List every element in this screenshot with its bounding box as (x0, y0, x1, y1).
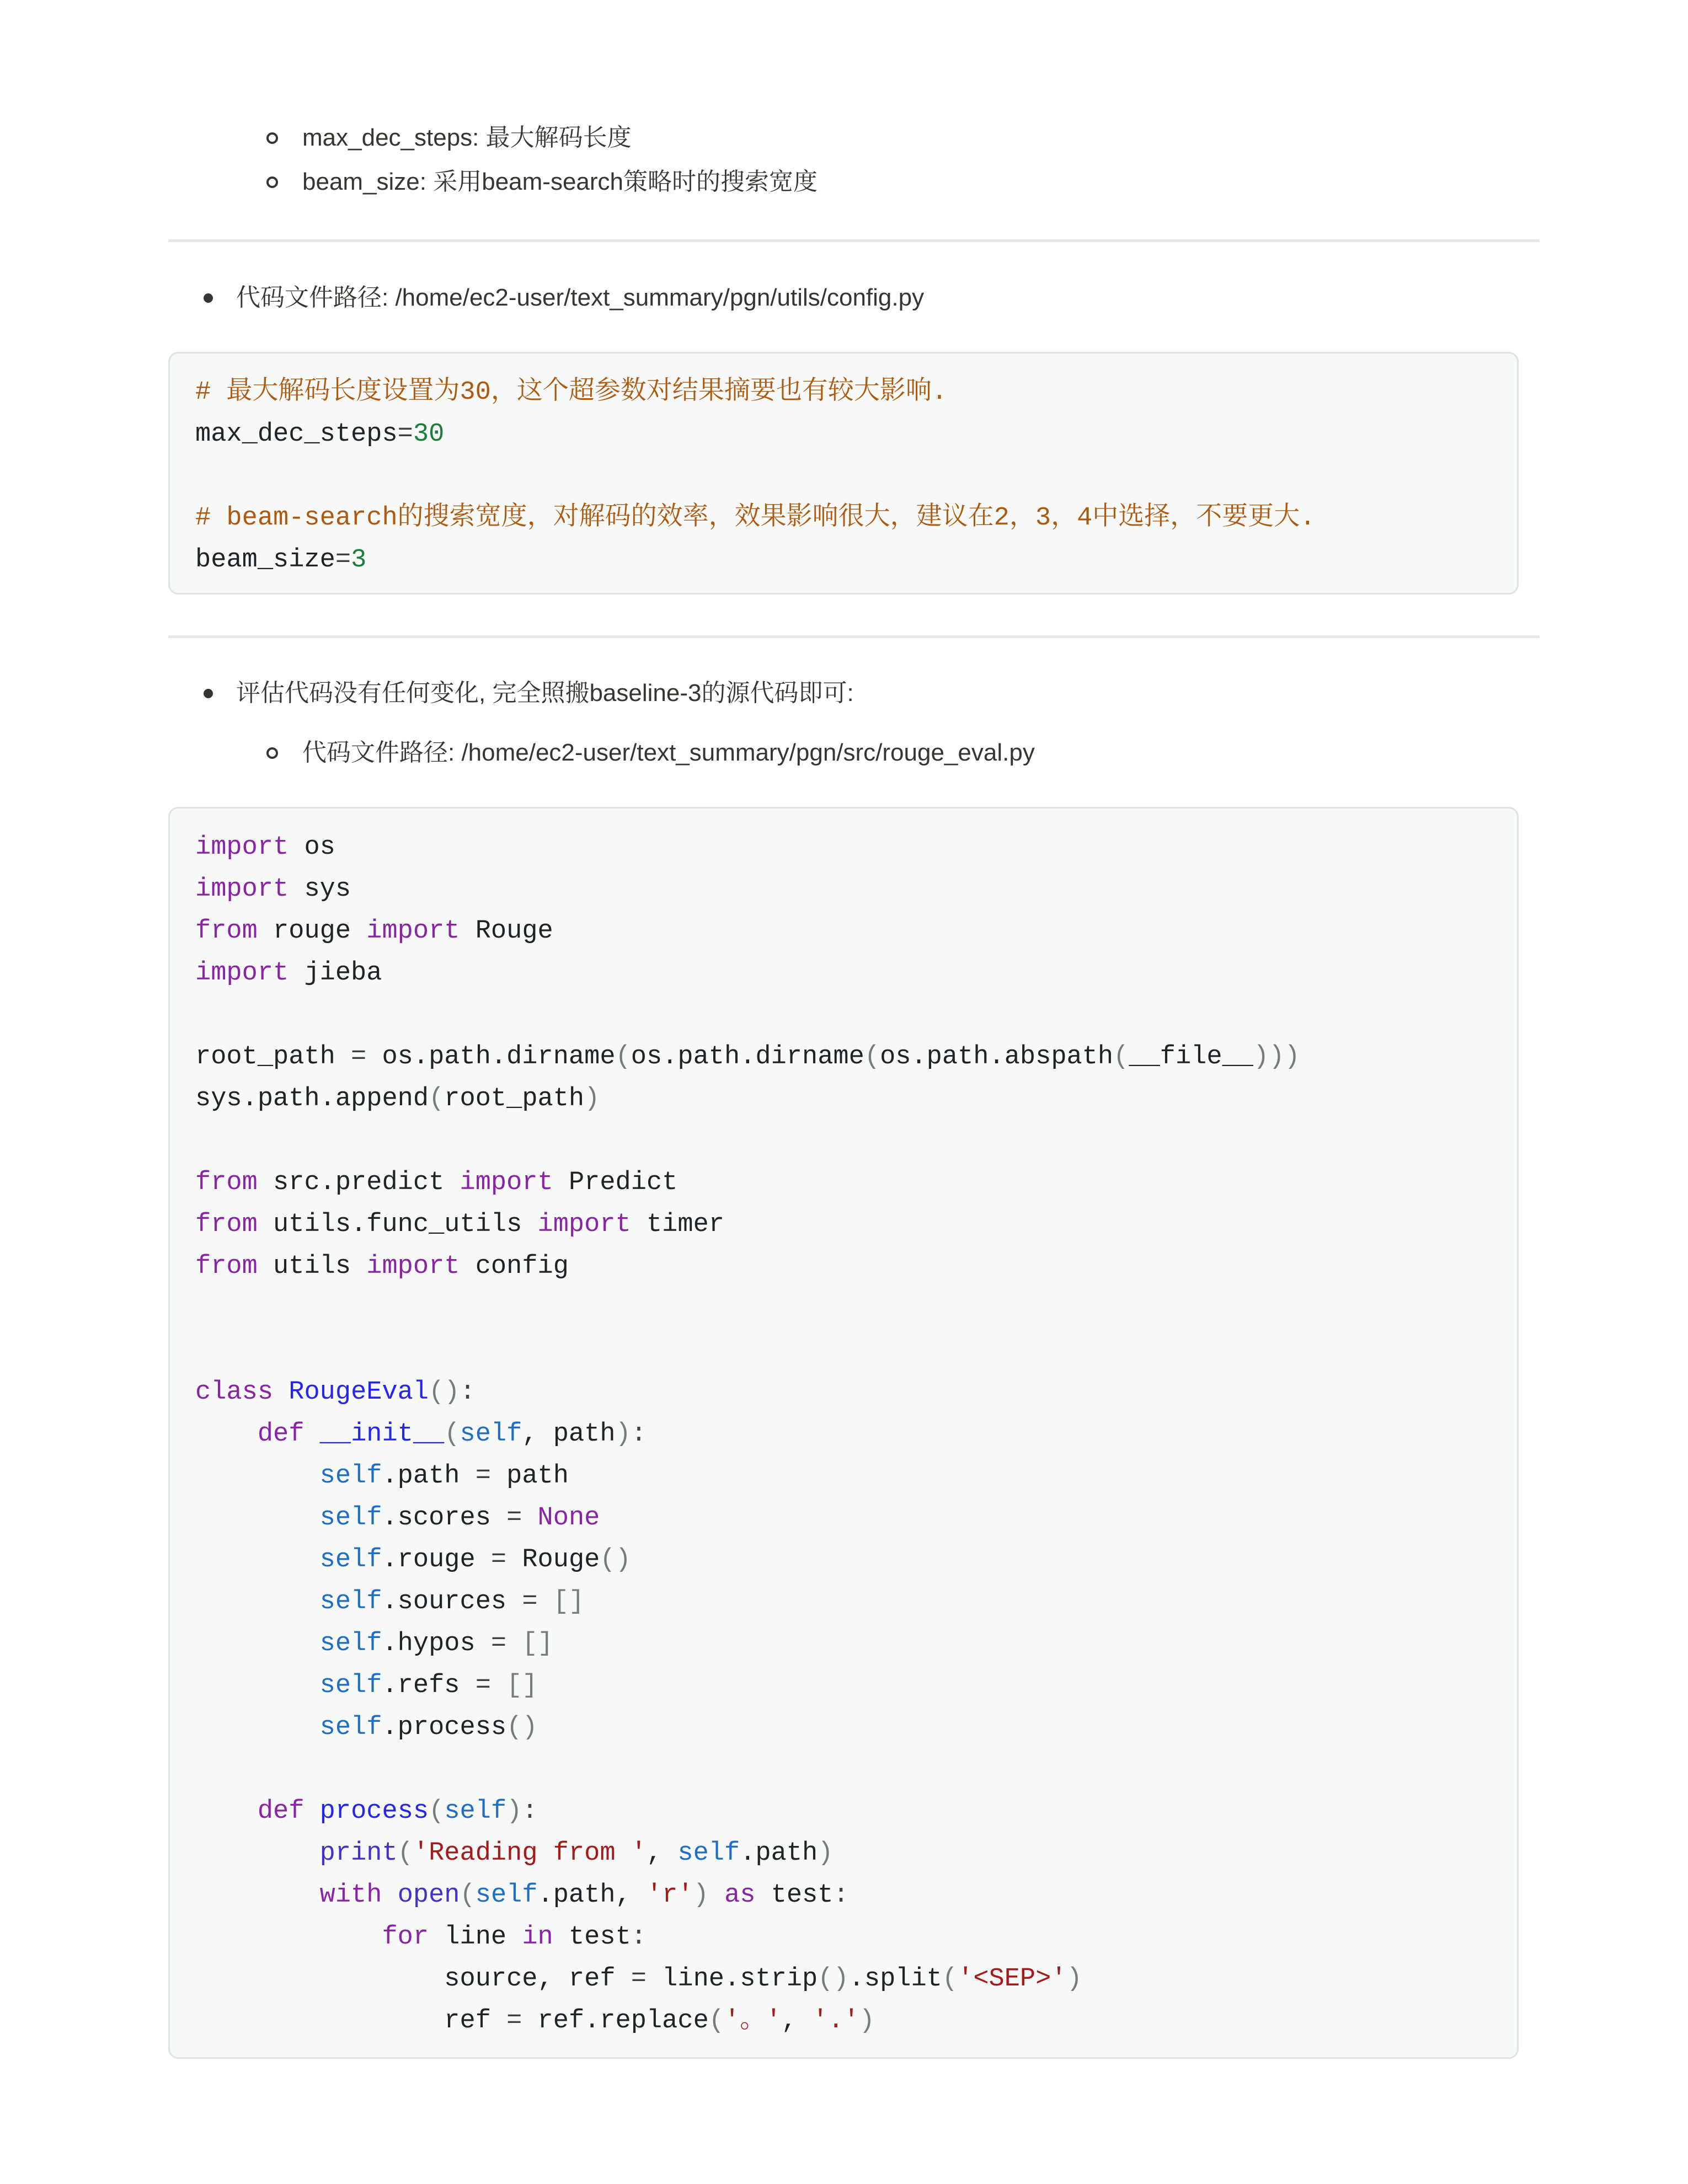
code-line: import jieba (195, 959, 382, 988)
code-line: self.scores = None (319, 1503, 600, 1533)
code-line (195, 1330, 1492, 1372)
code-line (195, 1749, 1492, 1791)
code-block-config (168, 352, 1519, 595)
code-line: # beam-search的搜索宽度，对解码的效率，效果影响很大，建议在2，3，4中选择，不要更大. (195, 504, 1316, 533)
code-line: max_dec_steps=30 (195, 420, 445, 449)
code-line: for line in test: (382, 1923, 647, 1952)
code-line: from utils.func_utils import timer (195, 1210, 724, 1239)
divider (168, 635, 1540, 638)
code-line: def __init__(self, path): (257, 1420, 647, 1449)
circle-bullet-icon (266, 176, 278, 188)
code-line: print('Reading from ', self.path) (319, 1839, 834, 1868)
circle-bullet-icon (266, 132, 278, 144)
code-line: self.hypos = [] (319, 1629, 553, 1658)
list-item-text: beam_size: 采用beam-search策略时的搜索宽度 (302, 168, 818, 195)
code-line: from utils import config (195, 1252, 569, 1281)
code-line: from src.predict import Predict (195, 1168, 678, 1197)
code-line (195, 1288, 1492, 1330)
list-item-config-path (0, 276, 1688, 320)
dot-bullet-icon (204, 689, 213, 698)
code-line: ref = ref.replace('。', '.') (444, 2006, 875, 2036)
code-line: root_path = os.path.dirname(os.path.dirname(os.path.abspath(__file__))) (195, 1042, 1300, 1072)
code-line: beam_size=3 (195, 545, 367, 575)
code-block-rouge-eval (168, 807, 1519, 2059)
list-item-beam-size (0, 160, 1688, 204)
code-line: from rouge import Rouge (195, 917, 553, 946)
list-item-max-dec-steps (0, 116, 1688, 160)
code-line: # 最大解码长度设置为30，这个超参数对结果摘要也有较大影响. (195, 378, 948, 407)
list-item-text: 代码文件路径: /home/ec2-user/text_summary/pgn/utils/config.py (236, 284, 925, 311)
code-line: self.rouge = Rouge() (319, 1545, 631, 1575)
code-line: with open(self.path, 'r') as test: (319, 1881, 849, 1910)
dot-bullet-icon (204, 293, 213, 303)
code-line: def process(self): (257, 1797, 538, 1826)
list-item-eval-path (0, 731, 1688, 775)
list-item-text: max_dec_steps: 最大解码长度 (302, 124, 632, 151)
code-line (195, 1120, 1492, 1162)
divider (168, 239, 1540, 242)
code-line: self.path = path (319, 1462, 569, 1491)
code-line: class RougeEval(): (195, 1378, 476, 1407)
list-item-text: 代码文件路径: /home/ec2-user/text_summary/pgn/src/rouge_eval.py (302, 739, 1035, 766)
code-line: self.sources = [] (319, 1587, 585, 1616)
list-item-eval-note (0, 671, 1688, 715)
code-line: self.refs = [] (319, 1671, 538, 1700)
code-line (195, 994, 1492, 1036)
code-line: sys.path.append(root_path) (195, 1084, 600, 1114)
code-line: self.process() (319, 1713, 538, 1742)
code-line: import os (195, 833, 335, 862)
code-line (195, 456, 1492, 497)
list-item-text: 评估代码没有任何变化, 完全照搬baseline-3的源代码即可: (236, 679, 854, 706)
circle-bullet-icon (266, 747, 278, 759)
code-line: import sys (195, 875, 351, 904)
code-line: source, ref = line.strip().split('<SEP>') (444, 1964, 1082, 1994)
